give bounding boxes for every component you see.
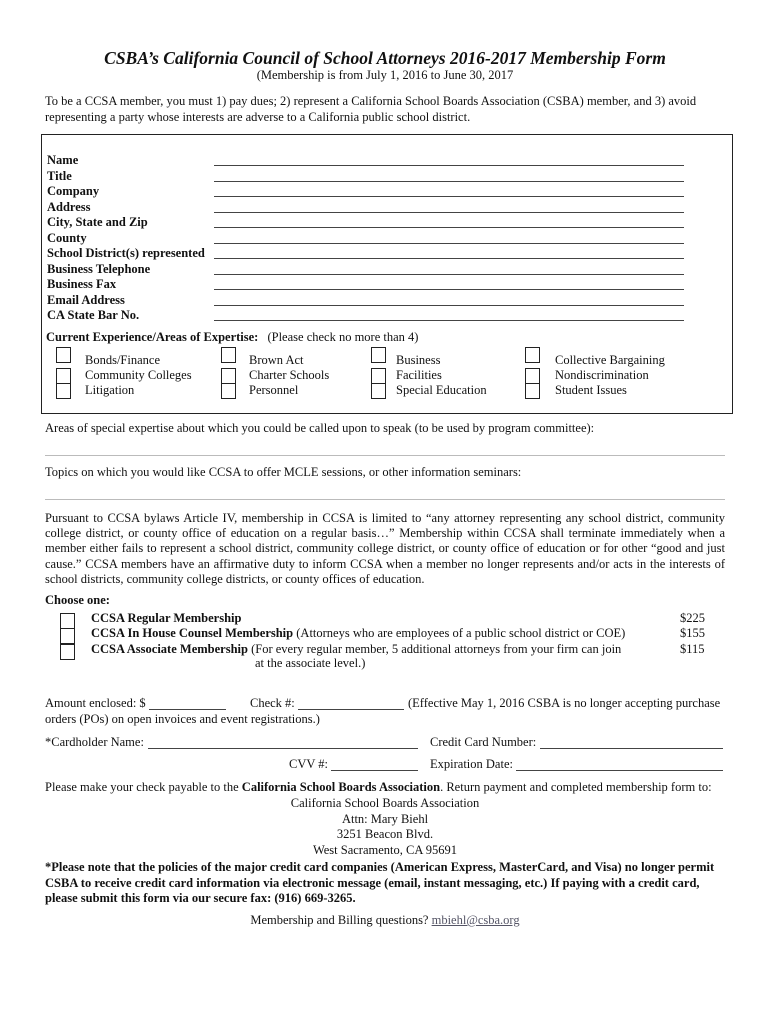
membership-detail: (For every regular member, 5 additional attorneys from your firm can join: [247, 641, 622, 656]
expertise-checkbox[interactable]: [525, 368, 540, 384]
expertise-checkbox[interactable]: [525, 347, 540, 363]
field-label: Address: [47, 199, 91, 214]
expertise-checkbox[interactable]: [221, 368, 236, 384]
cc-number-label: Credit Card Number:: [430, 735, 537, 749]
membership-checkbox[interactable]: [60, 644, 75, 660]
intro-text: To be a CCSA member, you must 1) pay dues; 2) represent a California School Boards Association (CSBA) member, and 3) avoid representing a party whose interests are adverse to a California public school district.: [45, 94, 697, 124]
cardholder-field[interactable]: [148, 748, 418, 749]
membership-option: [91, 626, 625, 641]
field-input-line[interactable]: [214, 196, 684, 197]
membership-checkbox[interactable]: [60, 613, 75, 629]
special-expertise-line[interactable]: [45, 455, 725, 456]
expertise-option-label: Collective Bargaining: [555, 353, 665, 367]
membership-name: CCSA Regular Membership: [91, 611, 242, 625]
bylaws-paragraph: Pursuant to CCSA bylaws Article IV, membership in CCSA is limited to “any attorney representing any school district, community college district, or county office of education on a regular basis…” Membership within CCSA shall terminate immediately when a member either fails to represent a school district, community college district, or county office of education or for other “good and just cause.” CCSA members have an affirmative duty to inform CCSA when a member no longer represents and/or acts in the interests of school districts, community college districts, or county offices of education.: [45, 511, 725, 586]
cvv-label: CVV #:: [289, 757, 329, 771]
expertise-checkbox[interactable]: [56, 368, 71, 384]
expertise-checkbox[interactable]: [371, 383, 386, 399]
field-label: Email Address: [47, 292, 125, 307]
associate-continuation: at the associate level.): [255, 656, 366, 670]
po-note: (Effective May 1, 2016 CSBA is no longer accepting purchase: [408, 696, 721, 710]
topics-line[interactable]: [45, 499, 725, 500]
billing-label: Membership and Billing questions?: [250, 913, 432, 927]
topics-question: Topics on which you would like CCSA to offer MCLE sessions, or other information seminars:: [45, 465, 522, 479]
credit-card-notice: *Please note that the policies of the major credit card companies (American Express, MasterCard, and Visa) no longer permit CSBA to receive credit card information via electronic message (email, instant messaging, etc.) If paying with a credit card, please submit this form via our secure fax: (916) 669-3265.: [45, 860, 715, 905]
billing-email-link[interactable]: mbiehl@csba.org: [431, 913, 520, 927]
billing-questions: [0, 913, 770, 928]
field-label: Title: [47, 168, 72, 183]
expertise-heading: [46, 330, 418, 345]
membership-name: CCSA Associate Membership: [91, 641, 248, 656]
payable-org: California School Boards Association: [241, 780, 441, 794]
field-label: CA State Bar No.: [47, 308, 140, 322]
expertise-option-label: Special Education: [396, 383, 487, 397]
expertise-checkbox[interactable]: [371, 347, 386, 363]
check-number-field[interactable]: [298, 709, 404, 710]
expiration-label: Expiration Date:: [430, 757, 513, 771]
membership-option: [91, 611, 241, 626]
field-label: Name: [47, 153, 79, 167]
amount-enclosed-label: Amount enclosed: $: [45, 696, 146, 710]
expertise-checkbox[interactable]: [525, 383, 540, 399]
field-input-line[interactable]: [214, 243, 684, 244]
expertise-note: (Please check no more than 4): [267, 330, 419, 344]
field-label: Business Fax: [47, 277, 117, 291]
expertise-option-label: Brown Act: [249, 353, 304, 367]
field-input-line[interactable]: [214, 165, 684, 166]
payable-text-post: . Return payment and completed membership form to:: [440, 780, 712, 794]
address-line: 3251 Beacon Blvd.: [336, 827, 434, 841]
field-label: School District(s) represented: [47, 246, 205, 260]
membership-period: (Membership is from July 1, 2016 to June 30, 2017: [256, 68, 514, 82]
field-label: Business Telephone: [47, 261, 151, 276]
membership-option: [91, 642, 621, 657]
field-input-line[interactable]: [214, 227, 684, 228]
expertise-checkbox[interactable]: [56, 383, 71, 399]
check-number-label: Check #:: [250, 696, 295, 710]
expertise-option-label: Charter Schools: [249, 368, 330, 382]
cardholder-label: *Cardholder Name:: [45, 735, 144, 749]
field-input-line[interactable]: [214, 305, 684, 306]
field-label: County: [47, 230, 87, 245]
expiration-field[interactable]: [516, 770, 723, 771]
expertise-option-label: Bonds/Finance: [85, 353, 160, 367]
expertise-checkbox[interactable]: [221, 347, 236, 363]
cc-number-field[interactable]: [540, 748, 723, 749]
membership-checkbox[interactable]: [60, 628, 75, 644]
expertise-option-label: Litigation: [85, 383, 135, 397]
page-title: CSBA’s California Council of School Attorneys 2016-2017 Membership Form: [104, 48, 666, 68]
expertise-option-label: Personnel: [249, 383, 299, 397]
expertise-option-label: Business: [396, 353, 441, 367]
address-line: West Sacramento, CA 95691: [312, 842, 458, 857]
membership-price: $115: [680, 641, 705, 656]
field-input-line[interactable]: [214, 212, 684, 213]
address-line: Attn: Mary Biehl: [341, 811, 429, 826]
payable-text-pre: Please make your check payable to the: [45, 780, 242, 794]
field-input-line[interactable]: [214, 258, 684, 259]
choose-one-label: Choose one:: [45, 593, 110, 607]
address-line: California School Boards Association: [290, 796, 480, 810]
expertise-label: Current Experience/Areas of Expertise:: [46, 330, 259, 344]
expertise-option-label: Student Issues: [555, 383, 627, 397]
field-input-line[interactable]: [214, 289, 684, 290]
field-label: Company: [47, 184, 100, 198]
po-note-cont: orders (POs) on open invoices and event registrations.): [45, 712, 320, 726]
membership-name: CCSA In House Counsel Membership: [91, 626, 294, 641]
mailing-address: [0, 796, 770, 858]
expertise-option-label: Community Colleges: [85, 368, 192, 382]
field-input-line[interactable]: [214, 181, 684, 182]
payable-instruction: [45, 780, 712, 795]
field-input-line[interactable]: [214, 320, 684, 321]
amount-field[interactable]: [149, 709, 226, 710]
expertise-checkbox[interactable]: [371, 368, 386, 384]
membership-detail: (Attorneys who are employees of a public school district or COE): [293, 626, 626, 641]
special-expertise-question: Areas of special expertise about which you could be called upon to speak (to be used by program committee):: [45, 421, 595, 435]
membership-price: $225: [680, 611, 705, 625]
expertise-checkbox[interactable]: [221, 383, 236, 399]
expertise-checkbox[interactable]: [56, 347, 71, 363]
cvv-field[interactable]: [331, 770, 418, 771]
expertise-option-label: Facilities: [396, 368, 442, 382]
field-label: City, State and Zip: [47, 215, 148, 229]
field-input-line[interactable]: [214, 274, 684, 275]
membership-price: $155: [680, 626, 705, 641]
expertise-option-label: Nondiscrimination: [555, 368, 649, 382]
